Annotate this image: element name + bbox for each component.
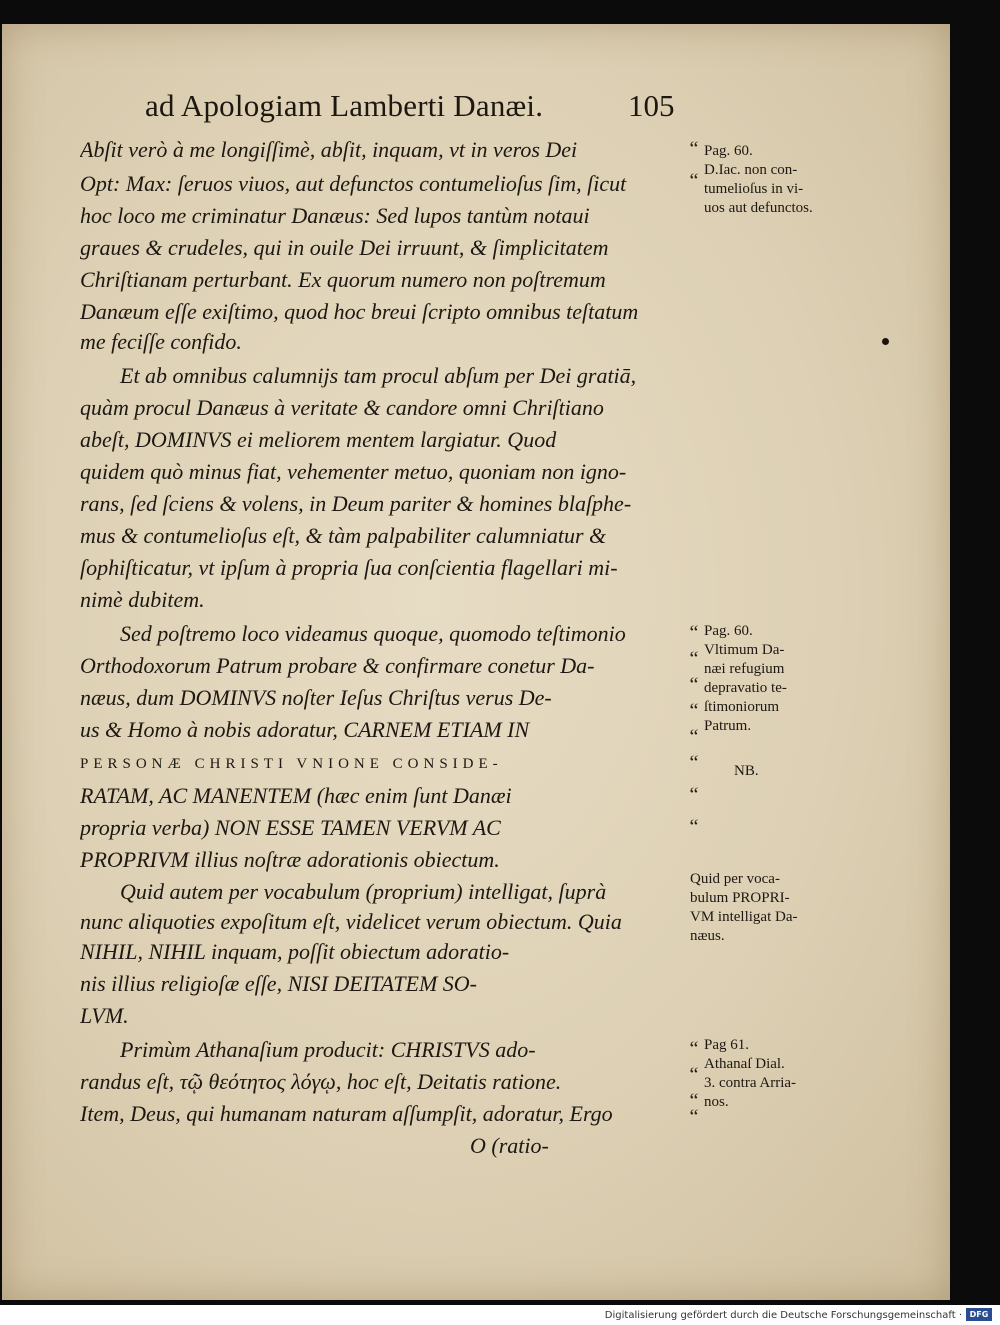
quote-mark: “ [689,138,699,160]
body-line: abeſt, DOMINVS ei meliorem mentem largiatur. Quod [80,427,557,452]
quote-mark: “ [689,622,699,644]
quote-mark: “ [689,1106,699,1128]
quote-mark: “ [689,674,699,696]
body-line: NIHIL, NIHIL inquam, poſſit obiectum adoratio- [80,939,510,964]
body-line: Orthodoxorum Patrum probare & confirmare conetur Da- [80,653,595,678]
body-line: me feciſſe confido. [80,329,242,354]
body-line: PERSONÆ CHRISTI VNIONE CONSIDE- [80,756,503,772]
body-line: quàm procul Danæus à veritate & candore omni Chriſtiano [80,395,604,420]
body-line: PROPRIVM illius noſtræ adorationis obiectum. [80,847,500,872]
body-line: nunc aliquoties expoſitum eſt, videlicet verum obiectum. Quia [80,909,622,934]
running-title: ad Apologiam Lamberti Danæi. [145,88,544,123]
body-line: Primùm Athanaſium producit: CHRISTVS ado- [120,1037,536,1062]
quote-mark: “ [689,752,699,774]
funding-credit: Digitalisierung gefördert durch die Deutsche Forschungsgemeinschaft · [604,1310,962,1321]
body-line: randus eſt, τῷ θεότητος λόγῳ, hoc eſt, Deitatis ratione. [80,1069,562,1094]
quote-mark: “ [689,648,699,670]
body-line: hoc loco me criminatur Danæus: Sed lupos tantùm notaui [80,203,590,228]
page-number: 105 [628,88,675,123]
quote-mark: “ [689,816,699,838]
body-line: ſophiſticatur, vt ipſum à propria ſua conſcientia flagellari mi- [80,555,618,580]
body-line: propria verba) NON ESSE TAMEN VERVM AC [80,815,501,840]
body-line: Quid autem per vocabulum (proprium) intelligat, ſuprà [120,879,607,904]
quote-mark: “ [689,1064,699,1086]
quote-mark: “ [689,726,699,748]
body-line: quidem quò minus fiat, vehementer metuo, quoniam non igno- [80,459,627,484]
body-line: O (ratio- [470,1133,549,1158]
body-line: Danæum eſſe exiſtimo, quod hoc breui ſcripto omnibus teſtatum [80,299,639,324]
ink-dot [882,338,889,345]
quote-mark: “ [689,700,699,722]
margin-note: NB. [734,763,759,779]
body-line: us & Homo à nobis adoratur, CARNEM ETIAM IN [80,717,530,742]
quote-mark: “ [689,784,699,806]
body-line: næus, dum DOMINVS noſter Ieſus Chriſtus verus De- [80,685,552,710]
body-line: nimè dubitem. [80,587,205,612]
quote-mark: “ [689,170,699,192]
margin-note: Pag 61. Athanaſ Dial. 3. contra Arria- nos. [704,1037,797,1110]
quote-mark: “ [689,1090,699,1112]
margin-note: Pag. 60. Vltimum Da- næi refugium depravatio te- ſtimoniorum Patrum. [704,623,787,734]
body-line: Et ab omnibus calumnijs tam procul abſum per Dei gratiā, [120,363,637,388]
body-line: rans, ſed ſciens & volens, in Deum pariter & homines blaſphe- [80,491,632,516]
body-line: nis illius religioſæ eſſe, NISI DEITATEM SO- [80,971,477,996]
margin-note: Quid per voca- bulum PROPRI- VM intelligat Da- næus. [690,871,798,944]
dfg-logo-icon: DFG [966,1308,992,1321]
body-line: graues & crudeles, qui in ouile Dei irruunt, & ſimplicitatem [80,235,609,260]
body-line: mus & contumelioſus eſt, & tàm palpabiliter calumniatur & [80,523,607,548]
body-line: LVM. [80,1003,129,1028]
body-line: Abſit verò à me longiſſimè, abſit, inquam, vt in veros Dei [80,137,578,162]
body-line: RATAM, AC MANENTEM (hæc enim ſunt Danæi [80,783,512,808]
body-line: Sed poſtremo loco videamus quoque, quomodo teſtimonio [120,621,626,646]
body-line: Item, Deus, qui humanam naturam aſſumpſit, adoratur, Ergo [80,1101,613,1126]
margin-note: Pag. 60. D.Iac. non con- tumelioſus in vi- uos aut defunctos. [704,143,813,216]
body-line: Opt: Max: ſeruos viuos, aut defunctos contumelioſus ſim, ſicut [80,171,627,196]
body-line: Chriſtianam perturbant. Ex quorum numero non poſtremum [80,267,606,292]
quote-mark: “ [689,1038,699,1060]
